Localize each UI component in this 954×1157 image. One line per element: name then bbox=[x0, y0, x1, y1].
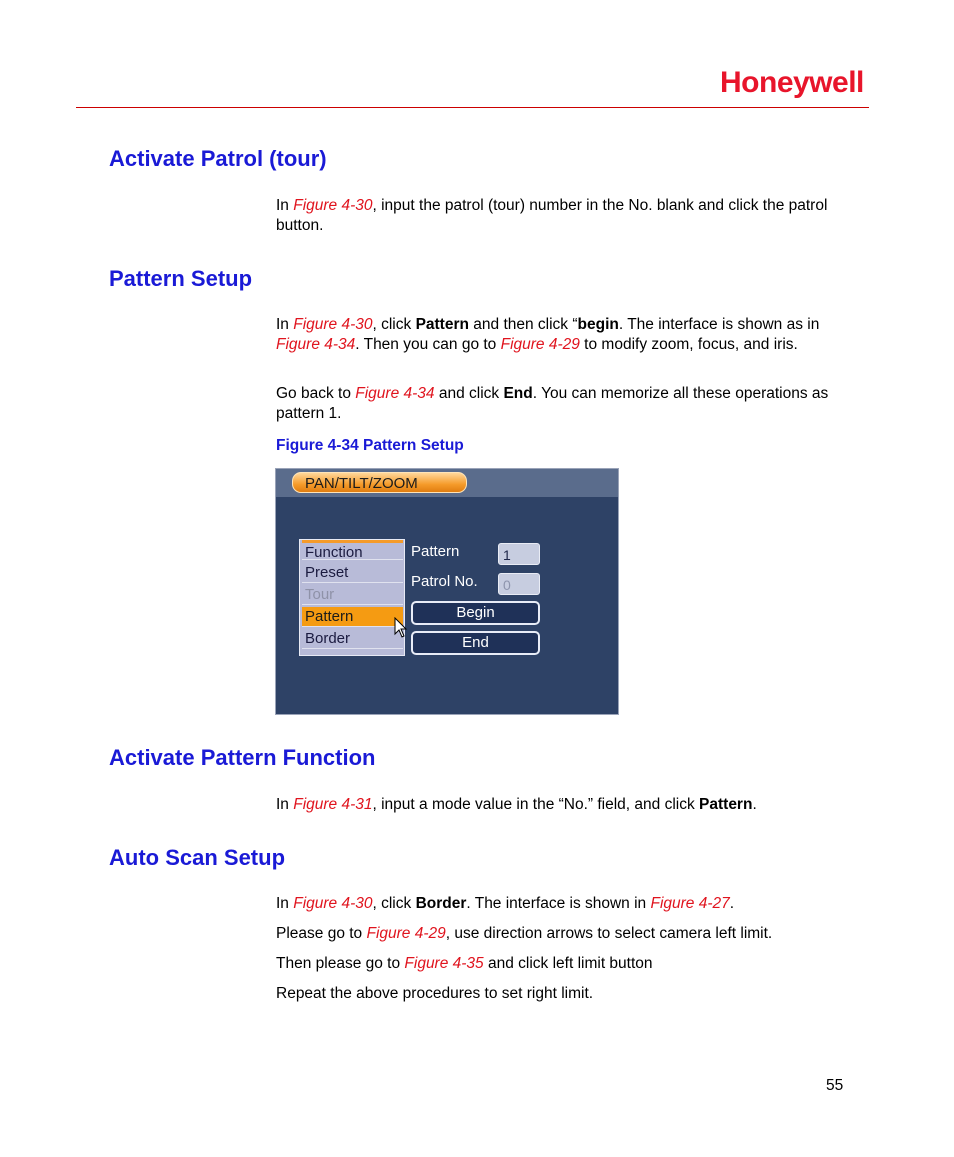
pattern-number-field[interactable]: 1 bbox=[498, 543, 540, 565]
figure-link[interactable]: Figure 4-29 bbox=[500, 335, 580, 353]
paragraph: Then please go to Figure 4-35 and click left limit button bbox=[276, 955, 653, 972]
section-heading-activate-pattern-function: Activate Pattern Function bbox=[109, 745, 376, 770]
paragraph: Go back to Figure 4-34 and click End. You can memorize all these operations as pattern 1. bbox=[276, 385, 829, 422]
section-heading-pattern-setup: Pattern Setup bbox=[109, 266, 253, 291]
figure-link[interactable]: Figure 4-34 bbox=[355, 385, 435, 402]
patrol-no-label: Patrol No. bbox=[411, 573, 478, 590]
figure-link[interactable]: Figure 4-27 bbox=[650, 895, 730, 912]
mouse-cursor-icon bbox=[394, 617, 408, 639]
paragraph: In Figure 4-30, input the patrol (tour) number in the No. blank and click the patrol button. bbox=[276, 197, 828, 234]
begin-button[interactable]: Begin bbox=[411, 601, 540, 625]
paragraph: In Figure 4-30, click Border. The interface is shown in Figure 4-27. bbox=[276, 895, 735, 912]
patrol-number-field[interactable]: 0 bbox=[498, 573, 540, 595]
menu-item-preset[interactable]: Preset bbox=[302, 563, 403, 583]
section-heading-activate-patrol: Activate Patrol (tour) bbox=[109, 146, 327, 171]
pattern-label: Pattern bbox=[411, 543, 460, 560]
paragraph: In Figure 4-31, input a mode value in the “No.” field, and click Pattern. bbox=[276, 796, 757, 813]
figure-link[interactable]: Figure 4-30 bbox=[293, 895, 373, 912]
paragraph: In Figure 4-30, click Pattern and then click “begin. The interface is shown as in Figure 4-34. Then you can go to Figure 4-29 to modify zoom, focus, and iris. bbox=[276, 316, 820, 353]
paragraph: Repeat the above procedures to set right limit. bbox=[276, 985, 594, 1002]
menu-item-pattern[interactable]: Pattern bbox=[302, 607, 403, 627]
figure-link[interactable]: Figure 4-30 bbox=[293, 316, 373, 333]
end-button[interactable]: End bbox=[411, 631, 540, 655]
honeywell-logo: Honeywell bbox=[720, 66, 864, 99]
menu-item-tour[interactable]: Tour bbox=[302, 585, 403, 605]
ptz-title-tab: PAN/TILT/ZOOM bbox=[292, 472, 467, 493]
page-number: 55 bbox=[826, 1077, 844, 1094]
figure-link[interactable]: Figure 4-29 bbox=[366, 925, 446, 942]
ptz-screenshot bbox=[275, 468, 619, 715]
figure-link[interactable]: Figure 4-35 bbox=[404, 955, 484, 972]
figure-link[interactable]: Figure 4-30 bbox=[293, 197, 373, 214]
figure-caption: Figure 4-34 Pattern Setup bbox=[276, 437, 464, 454]
section-heading-auto-scan-setup: Auto Scan Setup bbox=[109, 845, 286, 870]
header-divider bbox=[76, 107, 869, 108]
menu-item-function[interactable]: Function bbox=[302, 540, 403, 560]
paragraph: Please go to Figure 4-29, use direction arrows to select camera left limit. bbox=[276, 925, 773, 942]
menu-item-border[interactable]: Border bbox=[302, 629, 403, 649]
figure-link[interactable]: Figure 4-34 bbox=[276, 335, 356, 353]
function-menu bbox=[299, 539, 405, 656]
figure-link[interactable]: Figure 4-31 bbox=[293, 796, 373, 813]
